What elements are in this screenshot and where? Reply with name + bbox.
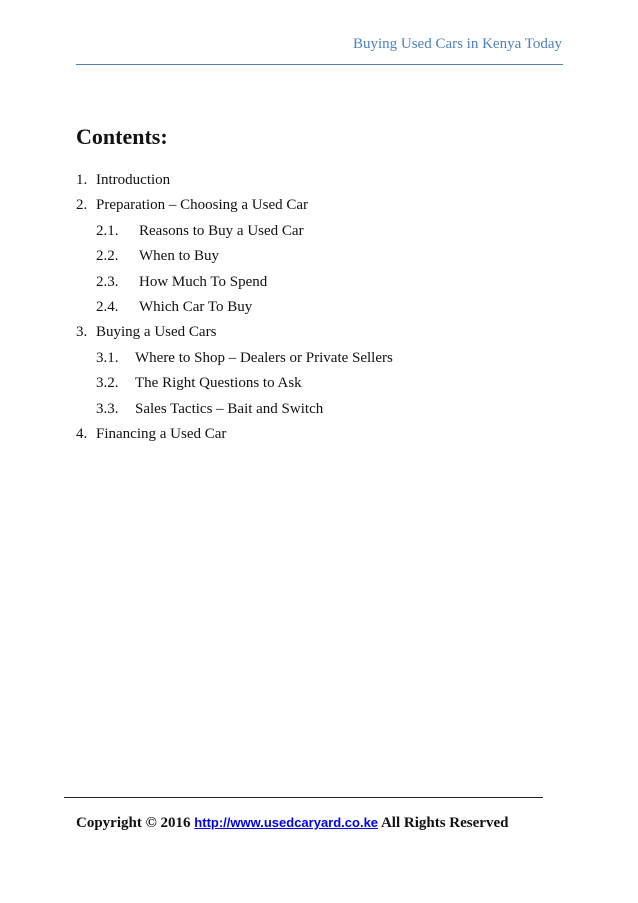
toc-item-preparation (76, 195, 556, 220)
toc-item-introduction (76, 170, 556, 195)
toc-item-sales-tactics (76, 399, 556, 424)
copyright-suffix: All Rights Reserved (380, 815, 509, 831)
toc-label: How Much To Spend (139, 273, 268, 290)
toc-label: Which Car To Buy (139, 298, 253, 315)
toc-label: Sales Tactics – Bait and Switch (135, 400, 324, 417)
running-header-title: Buying Used Cars in Kenya Today (352, 36, 562, 52)
toc-label: Financing a Used Car (96, 425, 227, 442)
toc-number: 3.2. (96, 375, 119, 392)
toc-item-when-to-buy (76, 246, 556, 271)
toc-number: 2.3. (96, 273, 119, 290)
toc-number: 1. (76, 172, 88, 188)
toc-label: Preparation – Choosing a Used Car (96, 197, 309, 214)
toc-label: Introduction (96, 172, 171, 188)
header-divider (76, 64, 563, 65)
toc-label: Where to Shop – Dealers or Private Sellers (135, 349, 393, 366)
toc-item-right-questions (76, 373, 556, 398)
toc-number: 4. (76, 425, 88, 442)
toc-item-how-much-to-spend (76, 272, 556, 297)
toc-number: 2.2. (96, 248, 119, 265)
footer-divider (64, 797, 543, 798)
toc-number: 3.3. (96, 400, 119, 417)
toc-number: 2. (76, 197, 88, 214)
toc-item-reasons-to-buy (76, 221, 556, 246)
toc-label: Reasons to Buy a Used Car (139, 222, 304, 239)
copyright-prefix: Copyright © 2016 (76, 815, 191, 831)
toc-label: The Right Questions to Ask (135, 375, 302, 392)
toc-item-where-to-shop (76, 348, 556, 373)
toc-number: 2.1. (96, 222, 119, 239)
toc-label: Buying a Used Cars (96, 324, 217, 341)
contents-heading: Contents: (76, 124, 168, 149)
toc-number: 3. (76, 324, 88, 341)
toc-number: 3.1. (96, 349, 119, 366)
copyright-footer (76, 815, 508, 832)
toc-label: When to Buy (139, 248, 219, 265)
table-of-contents (76, 170, 556, 449)
toc-number: 2.4. (96, 298, 119, 315)
toc-item-buying-used-cars (76, 322, 556, 347)
website-link[interactable]: http://www.usedcaryard.co.ke (194, 815, 379, 830)
toc-item-financing (76, 424, 556, 449)
toc-item-which-car-to-buy (76, 297, 556, 322)
